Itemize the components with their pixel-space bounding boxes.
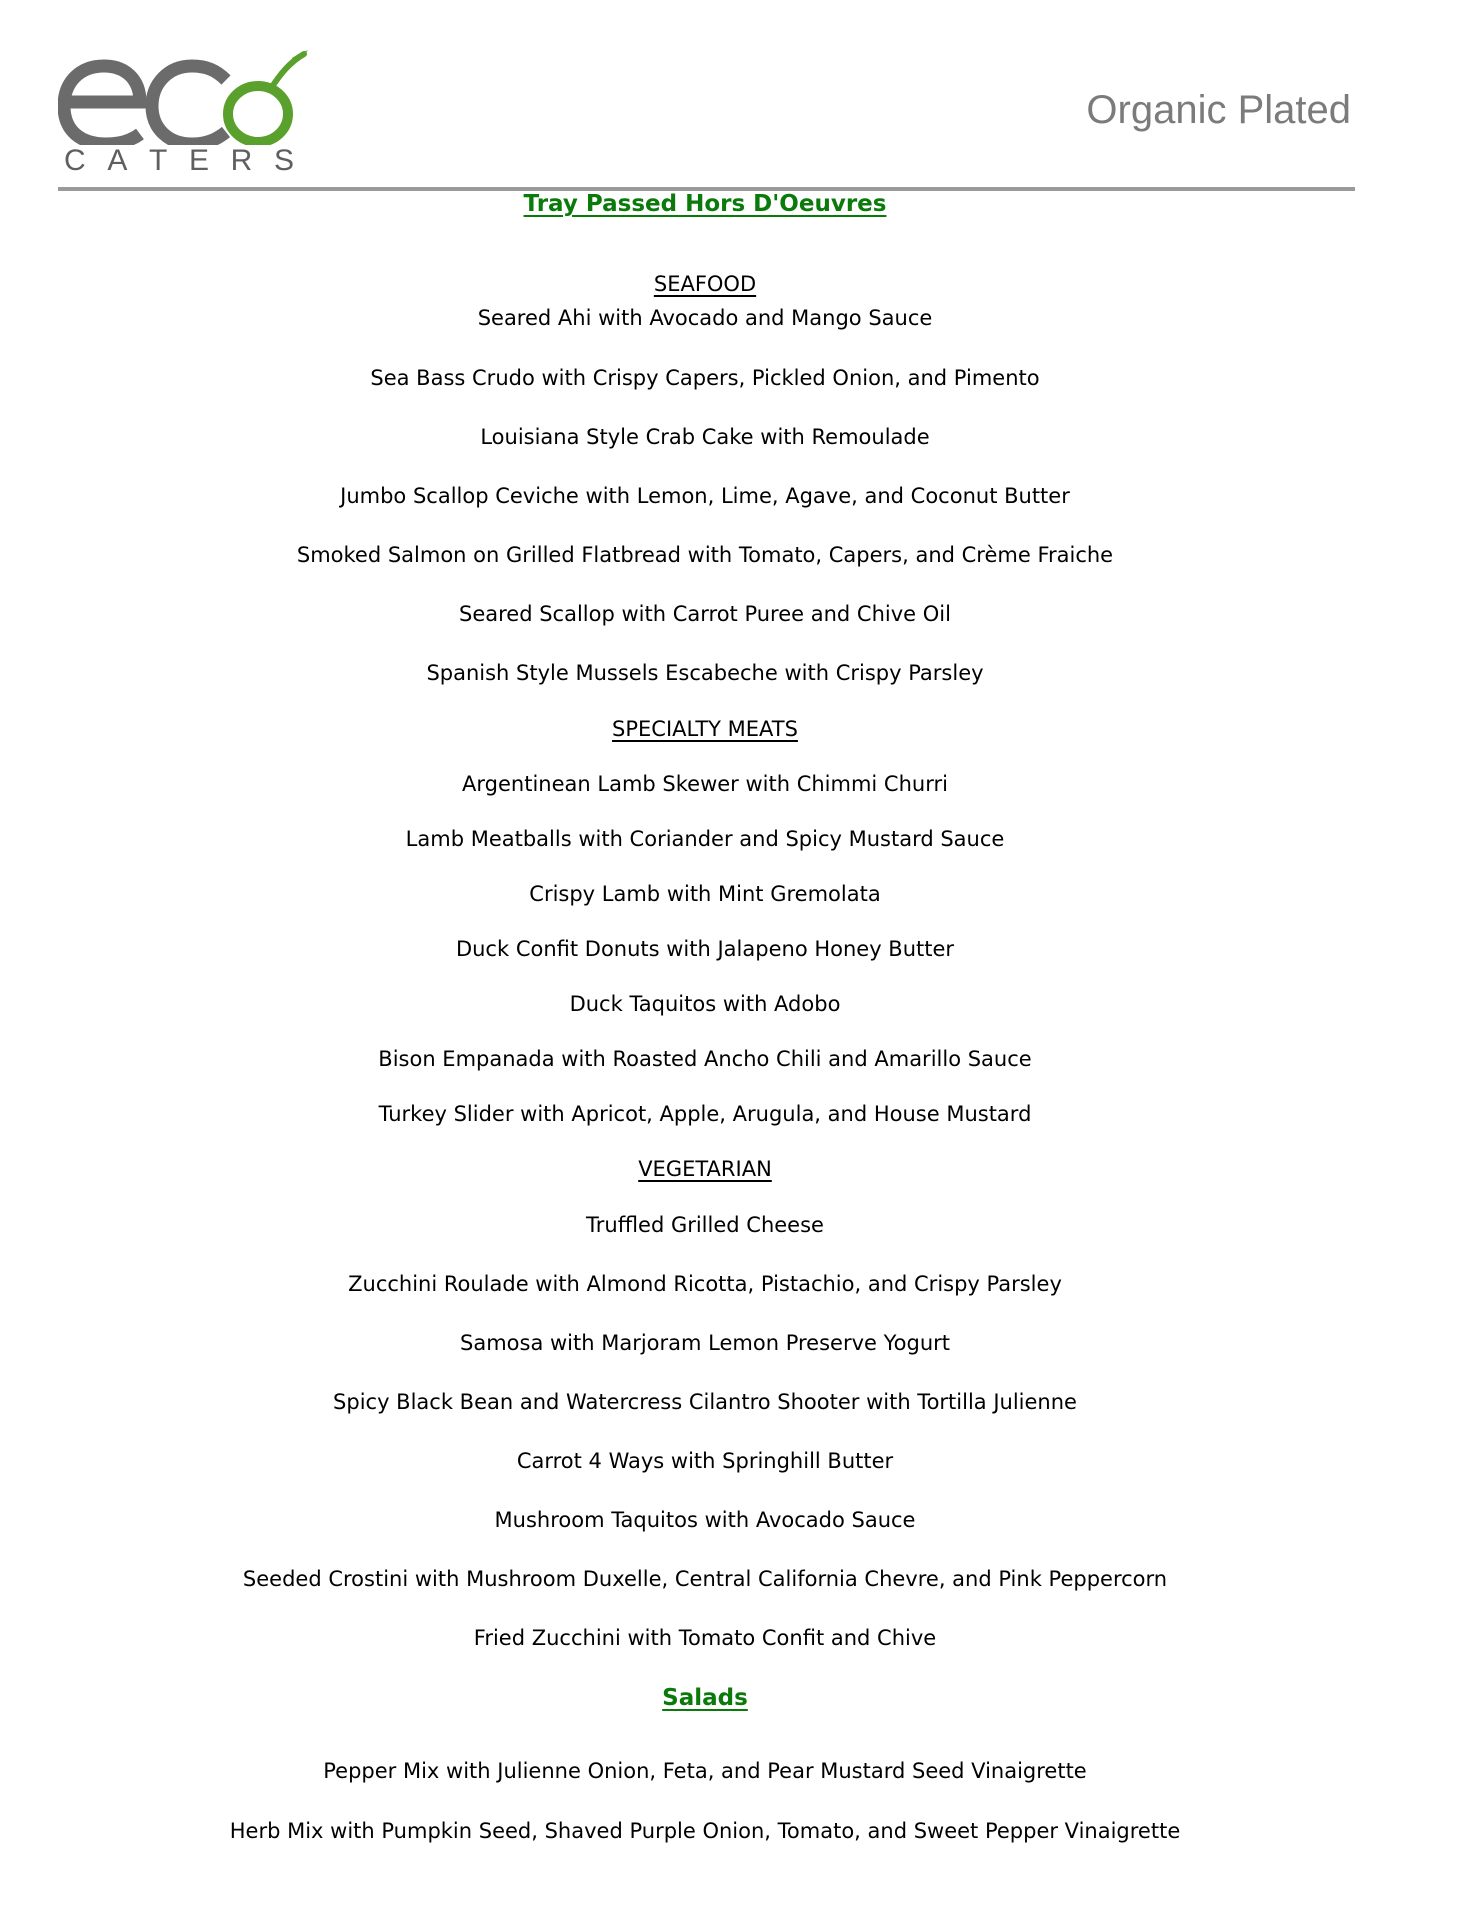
section-title-hors-doeuvres: Tray Passed Hors D'Oeuvres	[523, 191, 887, 217]
category-heading-specialty-meats: SPECIALTY MEATS	[612, 717, 798, 741]
logo-letter: T	[149, 144, 168, 177]
menu-item: Seared Scallop with Carrot Puree and Chive Oil	[459, 602, 951, 626]
eco-caters-logo	[58, 50, 308, 180]
menu-item: Crispy Lamb with Mint Gremolata	[529, 882, 881, 906]
menu-item: Seeded Crostini with Mushroom Duxelle, Central California Chevre, and Pink Peppercorn	[242, 1567, 1168, 1591]
menu-item: Bison Empanada with Roasted Ancho Chili and Amarillo Sauce	[378, 1047, 1032, 1071]
logo-caters-text	[64, 144, 294, 178]
menu-item: Lamb Meatballs with Coriander and Spicy Mustard Sauce	[405, 827, 1005, 851]
menu-item: Truffled Grilled Cheese	[586, 1213, 824, 1237]
menu-item: Seared Ahi with Avocado and Mango Sauce	[477, 306, 933, 330]
logo-mark-icon	[58, 50, 308, 145]
menu-item: Herb Mix with Pumpkin Seed, Shaved Purple Onion, Tomato, and Sweet Pepper Vinaigrette	[229, 1819, 1181, 1843]
menu-item: Zucchini Roulade with Almond Ricotta, Pistachio, and Crispy Parsley	[348, 1272, 1062, 1296]
category-heading-vegetarian: VEGETARIAN	[638, 1157, 772, 1181]
section-title-salads: Salads	[662, 1685, 748, 1711]
page-title: Organic Plated	[1086, 88, 1351, 132]
logo-letter: E	[188, 144, 209, 177]
menu-item: Pepper Mix with Julienne Onion, Feta, and Pear Mustard Seed Vinaigrette	[323, 1759, 1087, 1783]
menu-item: Louisiana Style Crab Cake with Remoulade	[480, 425, 930, 449]
menu-item: Mushroom Taquitos with Avocado Sauce	[494, 1508, 916, 1532]
logo-letter: C	[64, 144, 86, 177]
category-heading-seafood: SEAFOOD	[653, 272, 757, 296]
menu-item: Argentinean Lamb Skewer with Chimmi Churri	[462, 772, 948, 796]
menu-item: Carrot 4 Ways with Springhill Butter	[516, 1449, 894, 1473]
menu-item: Spanish Style Mussels Escabeche with Crispy Parsley	[426, 661, 984, 685]
menu-item: Smoked Salmon on Grilled Flatbread with Tomato, Capers, and Crème Fraiche	[296, 543, 1114, 567]
menu-item: Fried Zucchini with Tomato Confit and Chive	[473, 1626, 937, 1650]
menu-item: Duck Confit Donuts with Jalapeno Honey Butter	[455, 937, 955, 961]
logo-letter: R	[230, 144, 253, 177]
menu-item: Jumbo Scallop Ceviche with Lemon, Lime, Agave, and Coconut Butter	[340, 484, 1070, 508]
menu-item: Sea Bass Crudo with Crispy Capers, Pickled Onion, and Pimento	[370, 366, 1040, 390]
menu-item: Samosa with Marjoram Lemon Preserve Yogurt	[460, 1331, 950, 1355]
menu-item: Duck Taquitos with Adobo	[569, 992, 841, 1016]
logo-letter: A	[107, 144, 128, 177]
logo-letter: S	[273, 144, 294, 177]
menu-item: Turkey Slider with Apricot, Apple, Arugula, and House Mustard	[378, 1102, 1032, 1126]
menu-item: Spicy Black Bean and Watercress Cilantro Shooter with Tortilla Julienne	[333, 1390, 1077, 1414]
